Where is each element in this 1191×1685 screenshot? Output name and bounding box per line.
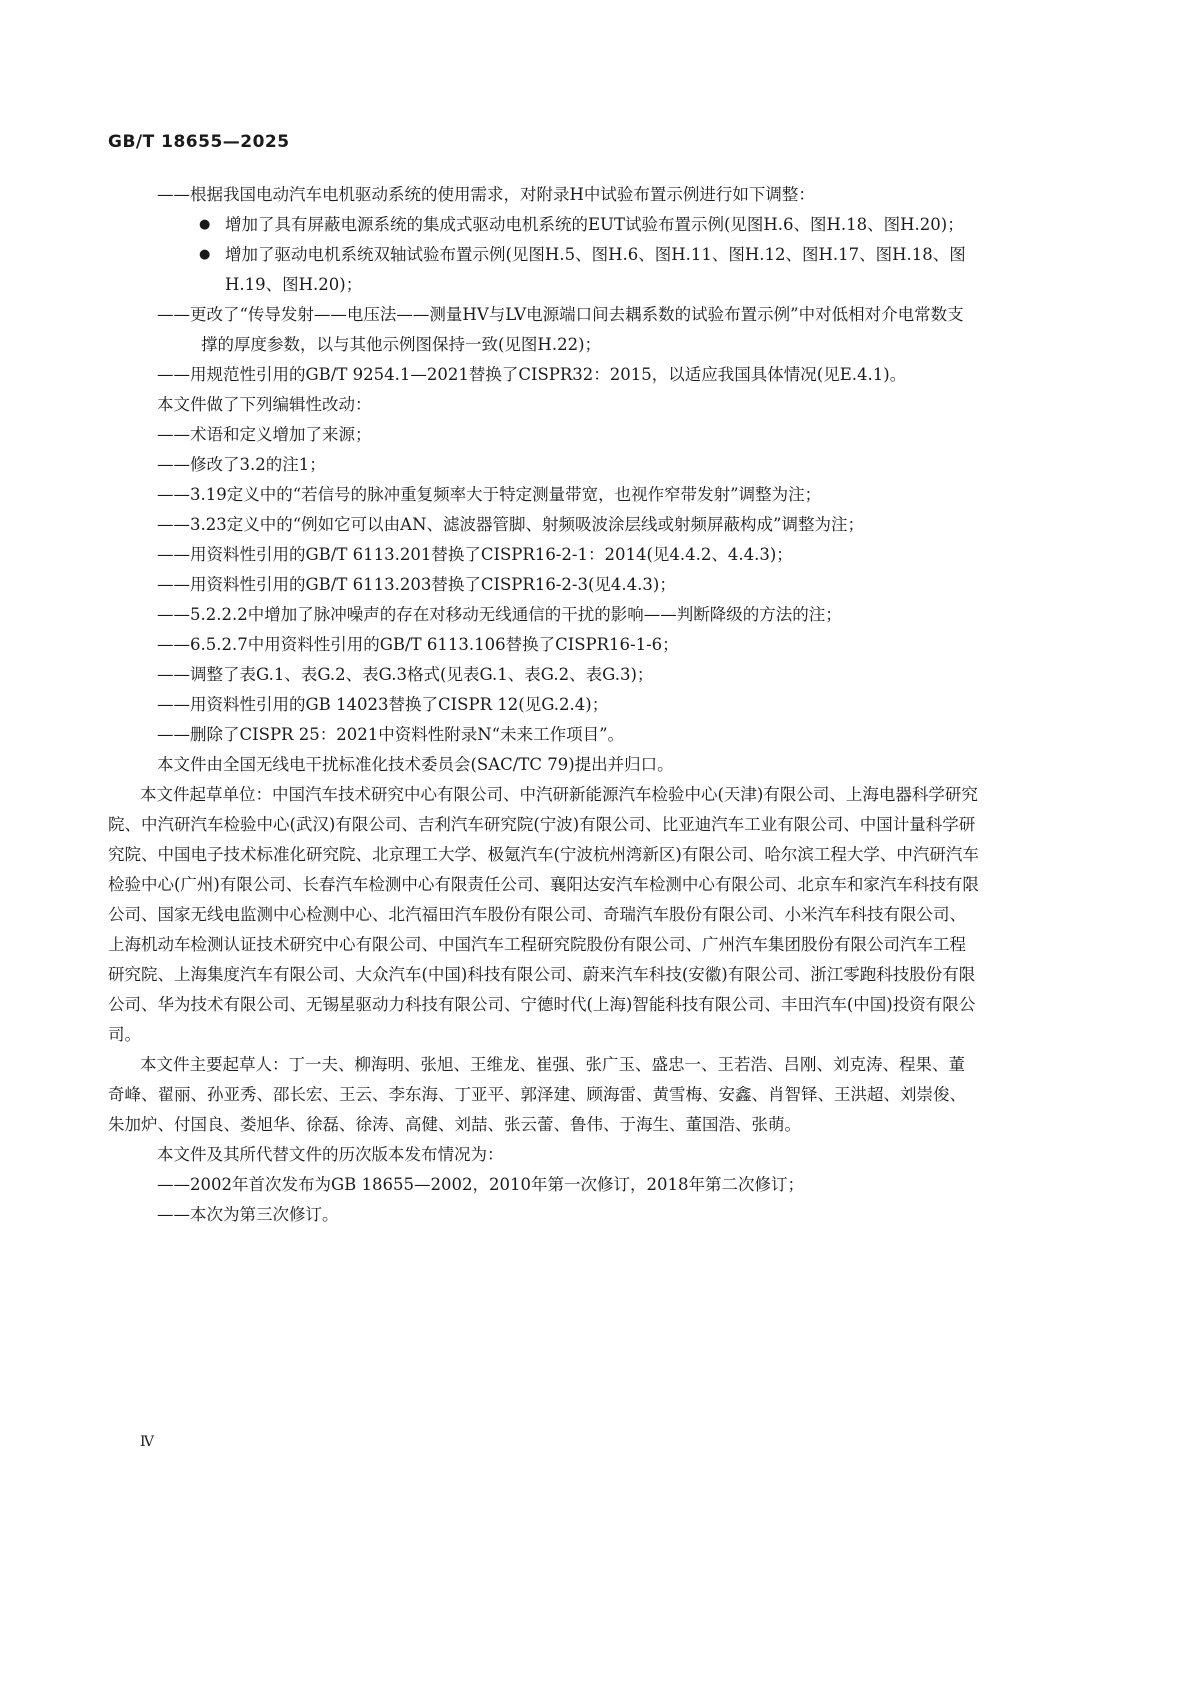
editorial-change-item: ——修改了3.2的注1； xyxy=(157,455,326,474)
editorial-change-item: ——用资料性引用的GB/T 6113.201替换了CISPR16-2-1：2014(见4.4.2、4.4.3)； xyxy=(157,545,793,564)
history-intro: 本文件及其所代替文件的历次版本发布情况为： xyxy=(157,1145,504,1164)
drafters-paragraph: 本文件主要起草人：丁一夫、柳海明、张旭、王维龙、崔强、张广玉、盛忠一、王若浩、吕刚、刘克涛、程果、董奇峰、翟丽、孙亚秀、邵长宏、王云、李东海、丁亚平、郭泽建、顾海雷、黄雪梅、安鑫、肖智铎、王洪超、刘崇俊、朱加炉、付国良、娄旭华、徐磊、徐涛、高健、刘喆、张云蕾、鲁伟、于海生、董国浩、张萌。 xyxy=(108,1055,966,1134)
editorial-change-item: ——用资料性引用的GB 14023替换了CISPR 12(见G.2.4)； xyxy=(157,695,609,714)
annex-h-change-intro: ——根据我国电动汽车电机驱动系统的使用需求，对附录H中试验布置示例进行如下调整： xyxy=(157,185,815,204)
editorial-change-item: ——用资料性引用的GB/T 6113.203替换了CISPR16-2-3(见4.4.3)； xyxy=(157,575,676,594)
drafting-units-paragraph: 本文件起草单位：中国汽车技术研究中心有限公司、中汽研新能源汽车检验中心(天津)有限公司、上海电器科学研究院、中汽研汽车检验中心(武汉)有限公司、吉利汽车研究院(宁波)有限公司、比亚迪汽车工业有限公司、中国计量科学研究院、中国电子技术标准化研究院、北京理工大学、极氪汽车(宁波杭州湾新区)有限公司、哈尔滨工程大学、中汽研汽车检验中心(广州)有限公司、长春汽车检测中心有限责任公司、襄阳达安汽车检测中心有限公司、北京车和家汽车科技有限公司、国家无线电监测中心检测中心、北汽福田汽车股份有限公司、奇瑞汽车股份有限公司、小米汽车科技有限公司、上海机动车检测认证技术研究中心有限公司、中国汽车工程研究院股份有限公司、广州汽车集团股份有限公司汽车工程研究院、上海集度汽车有限公司、大众汽车(中国)科技有限公司、蔚来汽车科技(安徽)有限公司、浙江零跑科技股份有限公司、华为技术有限公司、无锡星驱动力科技有限公司、宁德时代(上海)智能科技有限公司、丰田汽车(中国)投资有限公司。 xyxy=(108,785,979,1044)
editorial-change-item: ——3.19定义中的“若信号的脉冲重复频率大于特定测量带宽，也视作窄带发射”调整为注； xyxy=(157,485,822,504)
editorial-change-item: ——调整了表G.1、表G.2、表G.3格式(见表G.1、表G.2、表G.3)； xyxy=(157,665,654,684)
tech-change-item: ——用规范性引用的GB/T 9254.1—2021替换了CISPR32：2015，以适应我国具体情况(见E.4.1)。 xyxy=(157,365,907,384)
document-body xyxy=(108,180,979,1230)
editorial-change-item: ——术语和定义增加了来源； xyxy=(157,425,372,444)
page-number: Ⅳ xyxy=(140,1434,154,1450)
editorial-change-item: ——6.5.2.7中用资料性引用的GB/T 6113.106替换了CISPR16-1-6； xyxy=(157,635,679,654)
editorial-changes-intro: 本文件做了下列编辑性改动： xyxy=(157,395,372,414)
editorial-change-item: ——删除了CISPR 25：2021中资料性附录N“未来工作项目”。 xyxy=(157,725,625,744)
standard-number-header: GB/T 18655—2025 xyxy=(108,132,290,152)
proposed-by-statement: 本文件由全国无线电干扰标准化技术委员会(SAC/TC 79)提出并归口。 xyxy=(157,755,674,774)
tech-change-item: ——更改了“传导发射——电压法——测量HV与LV电源端口间去耦系数的试验布置示例”中对低相对介电常数支撑的厚度参数，以与其他示例图保持一致(见图H.22)； xyxy=(157,305,964,354)
annex-h-change-list xyxy=(157,210,979,300)
list-item: ● 增加了具有屏蔽电源系统的集成式驱动电机系统的EUT试验布置示例(见图H.6、图H.18、图H.20)； xyxy=(157,210,979,240)
list-item: ● 增加了驱动电机系统双轴试验布置示例(见图H.5、图H.6、图H.11、图H.12、图H.17、图H.18、图H.19、图H.20)； xyxy=(157,240,979,300)
editorial-change-item: ——3.23定义中的“例如它可以由AN、滤波器管脚、射频吸波涂层线或射频屏蔽构成”调整为注； xyxy=(157,515,864,534)
history-item: ——本次为第三次修订。 xyxy=(157,1205,339,1224)
history-item: ——2002年首次发布为GB 18655—2002，2010年第一次修订，2018年第二次修订； xyxy=(157,1175,805,1194)
editorial-change-item: ——5.2.2.2中增加了脉冲噪声的存在对移动无线通信的干扰的影响——判断降级的方法的注； xyxy=(157,605,842,624)
